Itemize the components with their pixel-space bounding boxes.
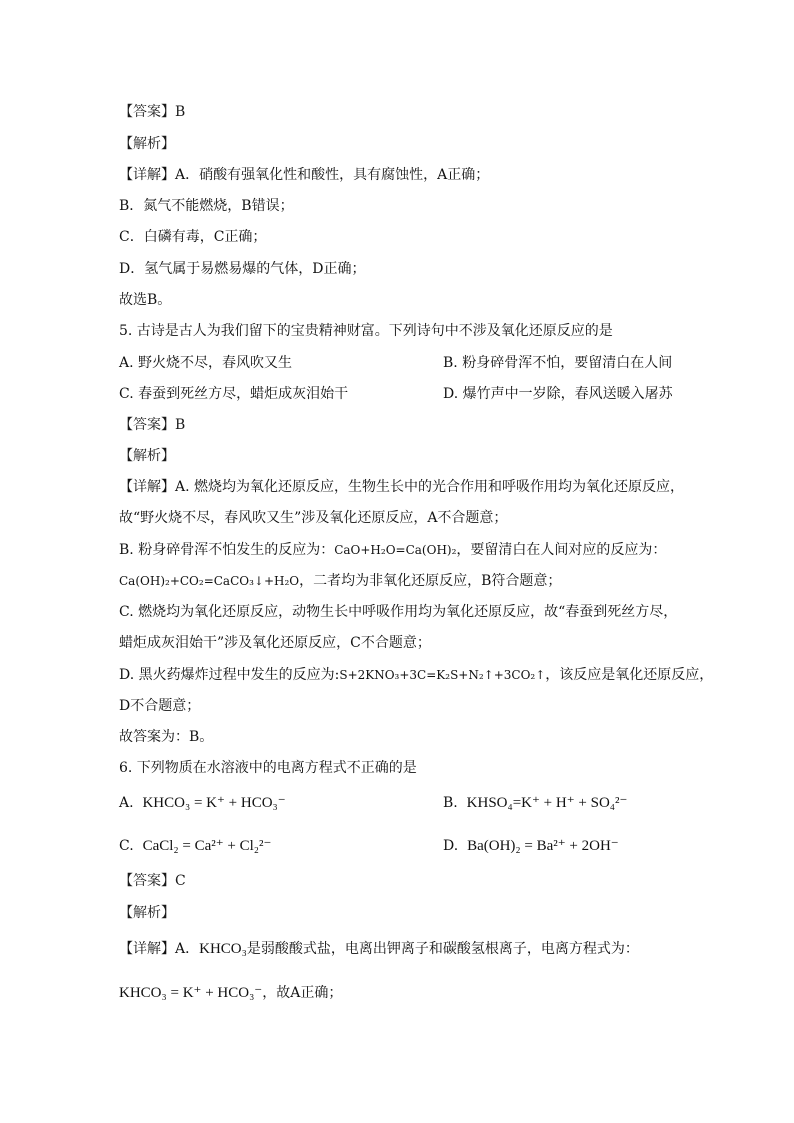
q4-detail-c: C．白磷有毒，C正确； [119,229,267,245]
q5-l7-equation: S+2KNO₃+3C=K₂S+N₂↑+3CO₂↑ [339,668,546,682]
q6-option-b [443,793,627,813]
q4-conclusion: 故选B。 [119,292,172,308]
q5-l3-equation: CaO+H₂O=Ca(OH)₂ [334,543,457,557]
q4-detail-d: D．氢气属于易燃易爆的气体，D正确； [119,261,366,277]
q5-l4-equation: Ca(OH)₂+CO₂=CaCO₃↓+H₂O [119,574,300,588]
q6-l1-text-b: 是弱酸酸式盐，电离出钾离子和碳酸氢根离子，电离方程式为： [246,941,639,957]
q6-option-d-label: D. [443,838,459,854]
q5-option-b: B. 粉身碎骨浑不怕，要留清白在人间 [443,355,673,371]
q4-answer: 【答案】B [119,104,186,120]
q5-l7-text-b: ，该反应是氧化还原反应， [545,667,714,683]
q5-detail-line-1: 【详解】A. 燃烧均为氧化还原反应，生物生长中的光合作用和呼吸作用均为氧化还原反应， [119,479,685,495]
q5-answer: 【答案】B [119,417,186,433]
q5-l3-text-a: B. 粉身碎骨浑不怕发生的反应为： [119,542,335,558]
q5-detail-line-2: 故“野火烧不尽，春风吹又生”涉及氧化还原反应，A不合题意； [119,510,508,526]
q6-option-c-label: C. [119,838,134,854]
q6-option-c-equation: CaCl₂ = Ca²⁺ + Cl₂²⁻ [142,838,272,854]
q5-option-d: D. 爆竹声中一岁除，春风送暖入屠苏 [443,386,673,402]
q6-detail-line-2 [119,983,342,1003]
q5-detail-line-4 [119,571,561,591]
q6-option-d [443,836,619,856]
q4-analysis: 【解析】 [119,136,175,152]
q5-l3-text-b: ，要留清白在人间对应的反应为： [456,542,667,558]
q6-l1-formula: KHCO₃ [199,941,247,957]
q6-option-a-label: A. [119,795,134,811]
q6-option-b-label: B. [443,795,458,811]
q5-analysis: 【解析】 [119,448,175,464]
q6-l2-text: ，故A正确； [262,985,343,1001]
q4-detail-b: B．氮气不能燃烧，B错误； [119,198,294,214]
q5-option-a: A. 野火烧不尽，春风吹又生 [119,355,293,371]
q6-l1-text-a: 【详解】A． [119,941,200,957]
q5-l7-text-a: D. 黑火药爆炸过程中发生的反应为: [119,667,340,683]
q6-option-a [119,793,286,813]
q5-stem: 5. 古诗是古人为我们留下的宝贵精神财富。下列诗句中不涉及氧化还原反应的是 [119,323,613,339]
q6-l2-equation: KHCO₃ = K⁺ + HCO₃⁻ [119,985,263,1001]
q5-option-c: C. 春蚕到死丝方尽，蜡炬成灰泪始干 [119,386,349,402]
q6-option-c [119,836,271,856]
q5-detail-line-5: C. 燃烧均为氧化还原反应，动物生长中呼吸作用均为氧化还原反应，故“春蚕到死丝方尽， [119,604,678,620]
q5-l4-text: ，二者均为非氧化还原反应，B符合题意； [299,573,562,589]
q6-detail-line-1 [119,939,639,959]
q5-conclusion: 故答案为：B。 [119,729,214,745]
q6-stem: 6. 下列物质在水溶液中的电离方程式不正确的是 [119,760,417,776]
q5-detail-line-8: D不合题意； [119,698,201,714]
q6-answer: 【答案】C [119,873,186,889]
q6-analysis: 【解析】 [119,905,175,921]
q5-detail-line-7 [119,665,713,685]
q6-option-a-equation: KHCO₃ = K⁺ + HCO₃⁻ [142,795,286,811]
q6-option-d-equation: Ba(OH)₂ = Ba²⁺ + 2OH⁻ [467,838,619,854]
q6-option-b-equation: KHSO₄=K⁺ + H⁺ + SO₄²⁻ [466,795,628,811]
q5-detail-line-3 [119,540,666,560]
q5-detail-line-6: 蜡炬成灰泪始干”涉及氧化还原反应，C不合题意； [119,635,431,651]
q4-detail-a: 【详解】A．硝酸有强氧化性和酸性，具有腐蚀性，A正确； [119,167,490,183]
